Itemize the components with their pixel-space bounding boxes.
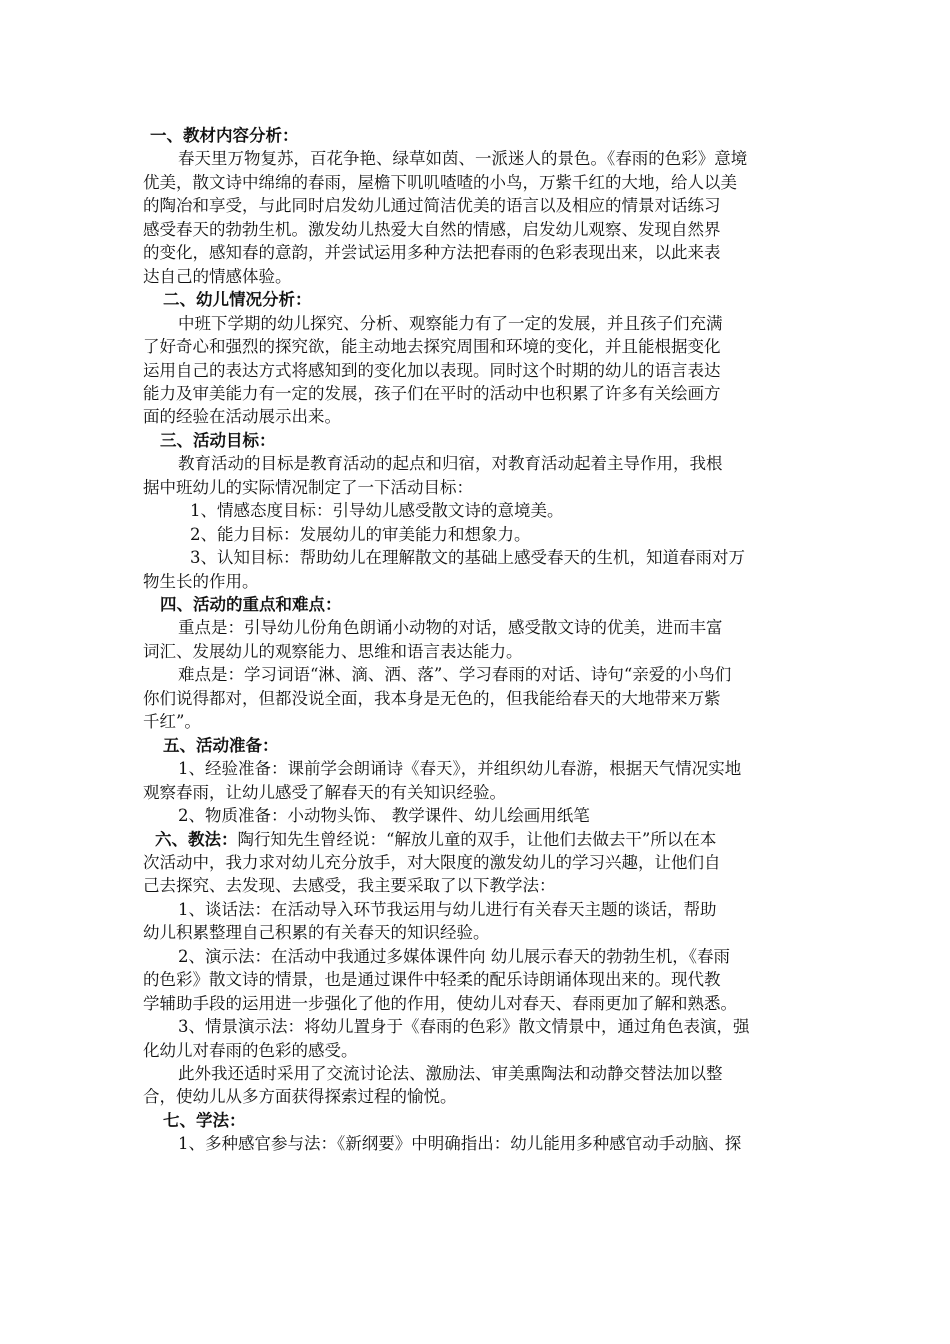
paragraph-line: 3、情景演示法：将幼儿置身于《春雨的色彩》散文情景中，通过角色表演，强 [178,1017,750,1037]
paragraph-line: 观察春雨，让幼儿感受了解春天的有关知识经验。 [143,782,506,802]
paragraph-line: 中班下学期的幼儿探究、分析、观察能力有了一定的发展，并且孩子们充满 [178,313,723,333]
section-heading: 三、活动目标： [160,430,276,450]
section-heading: 五、活动准备： [163,735,279,755]
section-heading: 七、学法： [163,1110,246,1130]
paragraph-line: 学辅助手段的运用进一步强化了他的作用，使幼儿对春天、春雨更加了解和熟悉。 [143,993,737,1013]
paragraph-line: 面的经验在活动展示出来。 [143,407,341,427]
paragraph-line: 能力及审美能力有一定的发展，孩子们在平时的活动中也积累了许多有关绘画方 [143,383,721,403]
paragraph-line: 1、情感态度目标：引导幼儿感受散文诗的意境美。 [190,501,564,521]
paragraph-line [155,828,823,852]
paragraph-line: 的色彩》散文诗的情景，也是通过课件中轻柔的配乐诗朗诵体现出来的。现代教 [143,970,721,990]
paragraph-line: 春天里万物复苏，百花争艳、绿草如茵、一派迷人的景色。《春雨的色彩》意境 [178,149,748,169]
paragraph-line: 1、多种感官参与法：《新纲要》中明确指出：幼儿能用多种感官动手动脑、探 [178,1134,742,1154]
paragraph-line: 难点是：学习词语“淋、滴、洒、落”、学习春雨的对话、诗句“亲爱的小鸟们 [178,665,732,685]
paragraph-line: 了好奇心和强烈的探究欲，能主动地去探究周围和环境的变化，并且能根据变化 [143,337,721,357]
paragraph-line: 2、物质准备：小动物头饰、 教学课件、幼儿绘画用纸笔 [178,806,590,826]
paragraph-line: 的陶冶和享受，与此同时启发幼儿通过简洁优美的语言以及相应的情景对话练习 [143,196,721,216]
paragraph-line: 1、谈话法：在活动导入环节我运用与幼儿进行有关春天主题的谈话，帮助 [178,899,717,919]
paragraph-line: 幼儿积累整理自己积累的有关春天的知识经验。 [143,923,490,943]
paragraph-line: 己去探究、去发现、去感受，我主要采取了以下教学法： [143,876,556,896]
paragraph-line: 词汇、发展幼儿的观察能力、思维和语言表达能力。 [143,641,523,661]
paragraph-line: 你们说得都对，但都没说全面，我本身是无色的，但我能给春天的大地带来万紫 [143,688,721,708]
section-heading-inline: 六、教法： [155,829,238,849]
paragraph-line: 3、认知目标：帮助幼儿在理解散文的基础上感受春天的生机，知道春雨对万 [190,548,745,568]
paragraph-line: 的变化，感知春的意韵，并尝试运用多种方法把春雨的色彩表现出来，以此来表 [143,243,721,263]
paragraph-line: 次活动中，我力求对幼儿充分放手，对大限度的激发幼儿的学习兴趣，让他们自 [143,852,721,872]
paragraph-line: 千红”。 [143,712,201,732]
paragraph-line: 2、能力目标：发展幼儿的审美能力和想象力。 [190,524,531,544]
paragraph-text: 陶行知先生曾经说：“解放儿童的双手，让他们去做去干”所以在本 [237,829,717,849]
paragraph-line: 重点是：引导幼儿份角色朗诵小动物的对话，感受散文诗的优美，进而丰富 [178,618,723,638]
paragraph-line: 运用自己的表达方式将感知到的变化加以表现。同时这个时期的幼儿的语言表达 [143,360,721,380]
paragraph-line: 感受春天的勃勃生机。激发幼儿热爱大自然的情感，启发幼儿观察、发现自然界 [143,219,721,239]
paragraph-line: 合，使幼儿从多方面获得探索过程的愉悦。 [143,1087,457,1107]
paragraph-line: 达自己的情感体验。 [143,266,292,286]
section-heading: 四、活动的重点和难点： [160,595,342,614]
section-heading: 一、教材内容分析： [150,126,299,145]
paragraph-line: 教育活动的目标是教育活动的起点和归宿，对教育活动起着主导作用，我根 [178,454,723,474]
paragraph-line: 此外我还适时采用了交流讨论法、激励法、审美熏陶法和动静交替法加以整 [178,1064,723,1083]
paragraph-line: 1、经验准备：课前学会朗诵诗《春天》，并组织幼儿春游，根据天气情况实地 [178,759,742,779]
paragraph-line: 物生长的作用。 [143,571,259,591]
paragraph-line: 2、演示法：在活动中我通过多媒体课件向 幼儿展示春天的勃勃生机，《春雨 [178,946,730,966]
section-heading: 二、幼儿情况分析： [163,290,312,310]
paragraph-line: 优美，散文诗中绵绵的春雨，屋檐下叽叽喳喳的小鸟，万紫千红的大地，给人以美 [143,172,737,192]
paragraph-line: 化幼儿对春雨的色彩的感受。 [143,1040,358,1060]
paragraph-line: 据中班幼儿的实际情况制定了一下活动目标： [143,477,473,497]
